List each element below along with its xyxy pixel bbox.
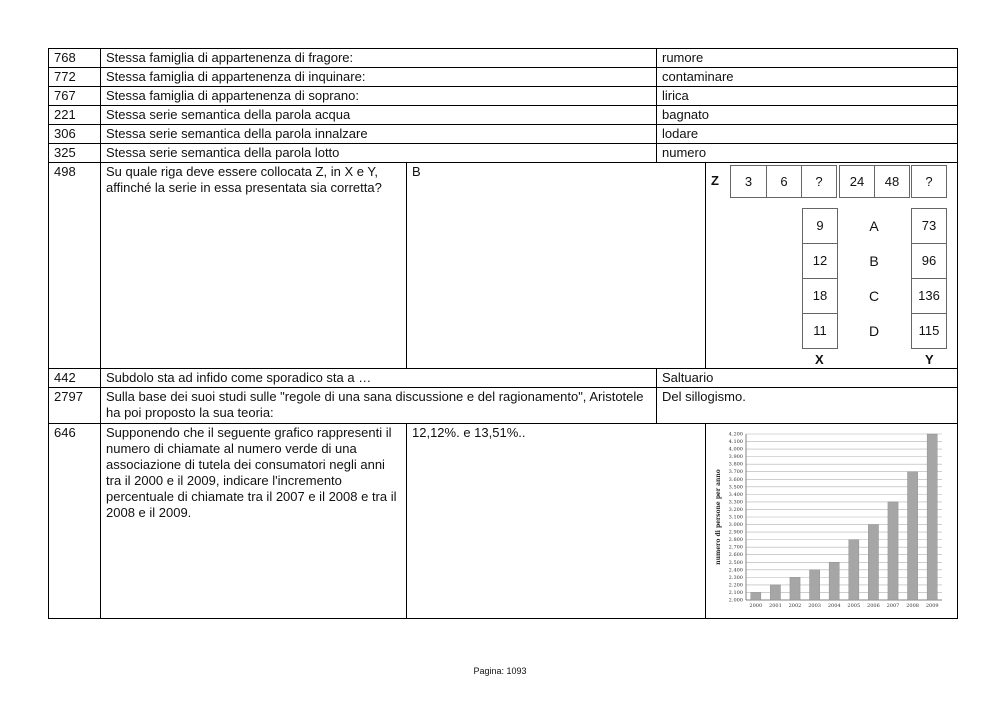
table-row <box>49 388 958 424</box>
y-tick-label: 3.200 <box>728 506 743 513</box>
question-id: 221 <box>49 106 101 125</box>
y-tick-label: 2.200 <box>728 582 743 589</box>
series-puzzle-figure <box>706 163 952 368</box>
question-id: 306 <box>49 125 101 144</box>
y-tick-label: 2.900 <box>728 529 743 536</box>
question-table <box>48 48 957 619</box>
question-id: 768 <box>49 49 101 68</box>
answer-text: rumore <box>657 49 958 68</box>
bar <box>868 525 878 600</box>
table-row <box>49 49 958 68</box>
y-tick-label: 3.300 <box>728 499 743 506</box>
table-row <box>49 163 958 369</box>
x-tick-label: 2005 <box>847 603 861 609</box>
table-row <box>49 125 958 144</box>
y-value: 115 <box>911 313 947 348</box>
question-id: 772 <box>49 68 101 87</box>
z-value: 3 <box>730 165 767 198</box>
question-text: Supponendo che il seguente grafico rappresenti il numero di chiamate al numero verde di una associazione di tutela dei consumatori negli anni tra il 2000 e il 2009, indicare l'incremento percentuale di chiamate tra il 2007 e il 2008 e tra il 2008 e il 2009. <box>101 424 407 619</box>
z-label: Z <box>711 173 719 188</box>
z-value: 24 <box>839 165 875 198</box>
question-text: Stessa serie semantica della parola lotto <box>101 144 657 163</box>
x-tick-label: 2007 <box>886 603 900 609</box>
z-value: ? <box>911 165 947 198</box>
table-row <box>49 87 958 106</box>
answer-text: Del sillogismo. <box>657 388 958 424</box>
y-tick-label: 2.500 <box>728 559 743 566</box>
y-tick-label: 3.000 <box>728 522 743 529</box>
question-text: Subdolo sta ad infido come sporadico sta a … <box>101 369 657 388</box>
x-tick-label: 2006 <box>867 603 880 609</box>
question-text: Stessa famiglia di appartenenza di fragore: <box>101 49 657 68</box>
bar <box>751 592 761 600</box>
figure-cell <box>706 163 958 369</box>
bar <box>770 585 780 600</box>
x-tick-label: 2001 <box>769 603 782 609</box>
question-id: 498 <box>49 163 101 369</box>
answer-text: bagnato <box>657 106 958 125</box>
bar <box>888 502 898 600</box>
y-tick-label: 2.000 <box>728 597 743 604</box>
y-tick-label: 3.800 <box>728 461 743 468</box>
z-value: ? <box>801 165 837 198</box>
y-tick-label: 2.600 <box>728 552 743 559</box>
answer-text: 12,12%. e 13,51%.. <box>407 424 706 619</box>
z-value: 6 <box>766 165 802 198</box>
question-id: 2797 <box>49 388 101 424</box>
question-text: Stessa serie semantica della parola innalzare <box>101 125 657 144</box>
row-label: C <box>868 287 880 304</box>
x-label: X <box>815 352 824 367</box>
question-id: 646 <box>49 424 101 619</box>
y-tick-label: 4.000 <box>728 446 743 453</box>
bar <box>810 570 820 600</box>
y-value: 96 <box>911 243 947 278</box>
y-label: Y <box>925 352 934 367</box>
table-row <box>49 424 958 619</box>
question-id: 442 <box>49 369 101 388</box>
chart-cell <box>706 424 958 619</box>
question-text: Sulla base dei suoi studi sulle "regole di una sana discussione e del ragionamento", Aristotele ha poi proposto la sua teoria: <box>101 388 657 424</box>
question-text: Stessa serie semantica della parola acqua <box>101 106 657 125</box>
y-tick-label: 2.100 <box>728 589 743 596</box>
y-tick-label: 4.200 <box>728 431 743 438</box>
answer-text: numero <box>657 144 958 163</box>
row-label: D <box>868 322 880 339</box>
y-tick-label: 4.100 <box>728 439 743 446</box>
answer-text: lirica <box>657 87 958 106</box>
x-tick-label: 2003 <box>808 603 821 609</box>
table-row <box>49 68 958 87</box>
question-text: Su quale riga deve essere collocata Z, in X e Y, affinché la serie in essa presentata sia corretta? <box>101 163 407 369</box>
y-tick-label: 2.700 <box>728 544 743 551</box>
y-tick-label: 3.700 <box>728 469 743 476</box>
bar <box>927 434 937 600</box>
z-value: 48 <box>874 165 910 198</box>
y-value: 73 <box>921 217 937 233</box>
question-id: 767 <box>49 87 101 106</box>
answer-text: Saltuario <box>657 369 958 388</box>
y-tick-label: 3.500 <box>728 484 743 491</box>
question-id: 325 <box>49 144 101 163</box>
x-tick-label: 2002 <box>788 603 802 609</box>
bar-chart <box>706 424 956 614</box>
page-footer: Pagina: 1093 <box>473 666 527 676</box>
bar <box>908 472 918 600</box>
x-value: 9 <box>816 217 824 233</box>
x-tick-label: 2009 <box>925 603 939 609</box>
y-tick-label: 3.600 <box>728 476 743 483</box>
bar <box>829 562 839 600</box>
y-value: 136 <box>911 278 947 313</box>
y-tick-label: 2.300 <box>728 574 743 581</box>
x-tick-label: 2004 <box>827 603 841 609</box>
bar <box>790 577 800 600</box>
row-label: B <box>869 252 879 269</box>
answer-text: lodare <box>657 125 958 144</box>
y-tick-label: 3.400 <box>728 491 743 498</box>
y-tick-label: 3.900 <box>728 454 743 461</box>
question-text: Stessa famiglia di appartenenza di soprano: <box>101 87 657 106</box>
table-row <box>49 144 958 163</box>
question-text: Stessa famiglia di appartenenza di inquinare: <box>101 68 657 87</box>
y-tick-label: 3.100 <box>728 514 743 521</box>
table-row <box>49 369 958 388</box>
x-value: 11 <box>802 313 838 348</box>
bar <box>849 540 859 600</box>
y-axis-label: numero di persone per anno <box>715 469 722 565</box>
x-value: 18 <box>802 278 838 313</box>
x-tick-label: 2008 <box>906 603 919 609</box>
y-tick-label: 2.800 <box>728 537 743 544</box>
x-value: 12 <box>802 243 838 278</box>
x-tick-label: 2000 <box>749 603 763 609</box>
y-tick-label: 2.400 <box>728 567 743 574</box>
answer-text: B <box>407 163 706 369</box>
table-row <box>49 106 958 125</box>
answer-text: contaminare <box>657 68 958 87</box>
row-label: A <box>869 217 879 234</box>
